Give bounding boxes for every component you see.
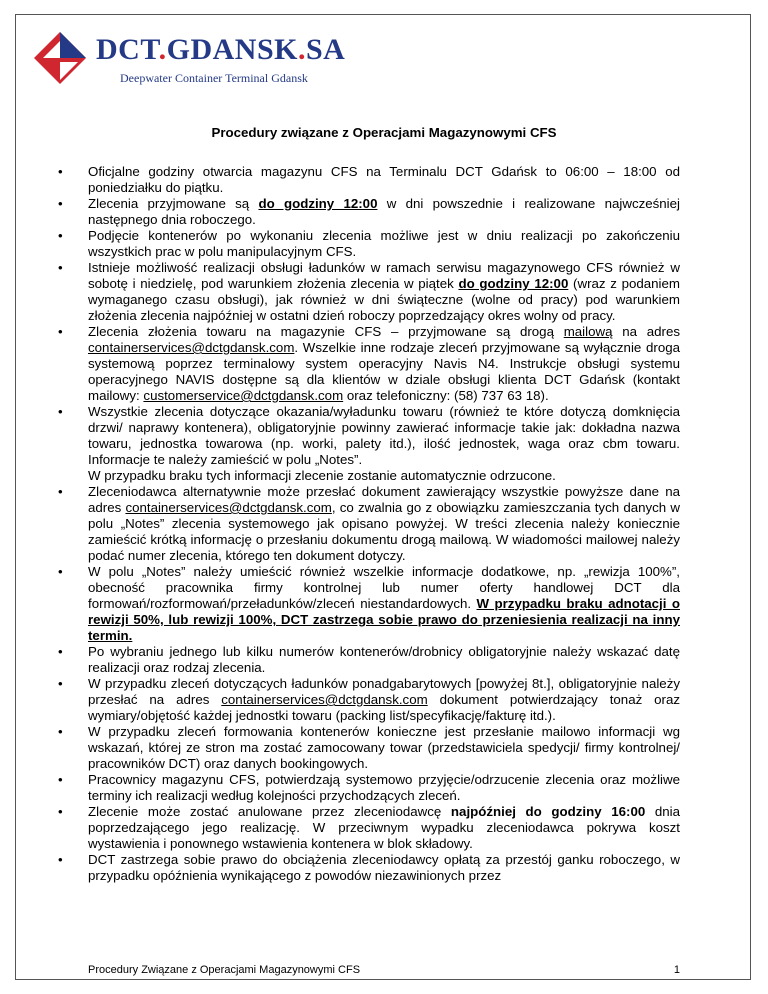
list-item-text: do godziny 12:00: [458, 276, 569, 291]
list-item-text: mailową: [563, 324, 613, 339]
list-item-text: oraz telefoniczny: (58) 737 63 18).: [343, 388, 549, 403]
logo-company-name: DCT.GDANSK.SA: [96, 33, 346, 66]
company-logo: [34, 32, 364, 85]
list-item: [88, 404, 680, 484]
list-item-text: containerservices@dctgdansk.com: [125, 500, 332, 515]
document-title: Procedury związane z Operacjami Magazynowymi CFS: [211, 125, 557, 140]
list-item: [88, 772, 680, 804]
list-item-text: Istnieje możliwość realizacji obsługi ładunków w ramach serwisu magazynowego CFS również w sobotę i niedzielę, pod warunkiem złożenia zlecenia w piątek: [88, 260, 680, 291]
list-item-text: W przypadku zleceń formowania kontenerów konieczne jest przesłanie mailowo informacji wg wskazań, której ze stron ma zostać zamocowany towar (przedstawiciela spedycji/ firmy kontrolnej/ pracowników DCT) oraz danych bookingowych.: [88, 724, 680, 771]
list-item-text: Zlecenia przyjmowane są: [88, 196, 259, 211]
list-item: [88, 484, 680, 564]
list-item-text: Zlecenie może zostać anulowane przez zleceniodawcę: [88, 804, 451, 819]
logo-mark-icon: [34, 32, 86, 84]
list-item-text: Podjęcie kontenerów po wykonaniu zlecenia możliwe jest w dniu realizacji po zakończeniu wszystkich prac w polu manipulacyjnym CFS.: [88, 228, 680, 259]
list-item: [88, 164, 680, 196]
list-item-text: , co zwalnia go z obowiązku zamieszczania tych danych w polu „Notes” zlecenia systemowego jak opisano powyżej. W treści zlecenia należy koniecznie zamieścić krótką informację o przesłaniu dokumentu drogą mailową. W wiadomości mailowej należy podać numer zlecenia, którego ten dokument dotyczy.: [88, 500, 680, 563]
list-item-text: W polu „Notes” należy umieścić również wszelkie informacje dodatkowe, np. „rewizja 100%”, obecność pracownika firmy kontrolnej lub numer oferty handlowej DCT dla formowań/rozformowań/przeładunków/zleceń niestandardowych.: [88, 564, 680, 611]
page-footer: [88, 964, 680, 976]
list-item-text: W przypadku braku tych informacji zlecenie zostanie automatycznie odrzucone.: [88, 468, 556, 483]
list-item-text: Zlecenia złożenia towaru na magazynie CFS – przyjmowane są drogą: [88, 324, 564, 339]
list-item-text: najpóźniej do godziny 16:00: [450, 804, 646, 819]
list-item: [88, 324, 680, 404]
list-item-text: W przypadku zleceń dotyczących ładunków ponadgabarytowych [powyżej 8t.], obligatoryjnie należy przesłać na adres: [88, 676, 680, 707]
list-item: [88, 852, 680, 884]
list-item-text: . Wszelkie inne rodzaje zleceń przyjmowane są wyłącznie droga systemową poprzez terminalowy system operacyjny Navis N4. Instrukcje obsługi systemu operacyjnego NAVIS dostępne są dla klientów w dziale obsługi klienta DCT Gdańsk (kontakt mailowy:: [88, 340, 680, 403]
list-item-text: containerservices@dctgdansk.com: [88, 340, 295, 355]
list-item-text: Oficjalne godziny otwarcia magazynu CFS na Terminalu DCT Gdańsk to 06:00 – 18:00 od poniedziałku do piątku.: [88, 164, 680, 195]
list-item-text: do godziny 12:00: [258, 196, 378, 211]
list-item-text: w dni powszednie i realizowane najwcześniej następnego dnia roboczego.: [88, 196, 680, 227]
list-item-text: DCT zastrzega sobie prawo do obciążenia zleceniodawcy opłatą za przestój ganku roboczego, w przypadku opóźnienia wynikającego z powodów niezawinionych przez: [88, 852, 680, 883]
list-item-text: containerservices@dctgdansk.com: [221, 692, 428, 707]
list-item-text: Wszystkie zlecenia dotyczące okazania/wyładunku towaru (również te które dotyczą domknięcia drzwi/ naprawy kontenera), obligatoryjnie powinny zawierać informacje takie jak: dokładna nazwa towaru, jednostka towarowa (np. worki, palety itd.), ilość jednostek, waga oraz cbm towaru. Informacje te należy zamieścić w polu „Notes”.: [88, 404, 680, 467]
list-item-text: Po wybraniu jednego lub kilku numerów kontenerów/drobnicy obligatoryjnie należy wskazać datę realizacji oraz rodzaj zlecenia.: [88, 644, 680, 675]
footer-text: Procedury Związane z Operacjami Magazynowymi CFS: [88, 964, 361, 976]
list-item: [88, 676, 680, 724]
list-item-text: Pracownicy magazynu CFS, potwierdzają systemowo przyjęcie/odrzucenie zlecenia oraz możliwe terminy ich realizacji według kolejności przychodzących zleceń.: [88, 772, 680, 803]
list-item-text: na adres: [612, 324, 680, 339]
list-item-text: dnia poprzedzającego jego realizację. W przeciwnym wypadku zleceniodawca pokrywa koszt wystawienia i ponownego wstawienia kontenera w blok składowy.: [88, 804, 680, 851]
list-item: [88, 804, 680, 852]
list-item-text: W przypadku braku adnotacji o rewizji 50%, lub rewizji 100%, DCT zastrzega sobie prawo do przeniesienia realizacji na inny termin.: [88, 596, 680, 643]
page-number: 1: [673, 964, 680, 976]
list-item: [88, 564, 680, 644]
list-item: [88, 228, 680, 260]
list-item-text: dokument potwierdzający tonaż oraz wymiary/objętość każdej jednostki towaru (packing list/specyfikację/fakturę itd.).: [88, 692, 680, 723]
list-item: [88, 644, 680, 676]
list-item: [88, 196, 680, 228]
logo-subtitle: Deepwater Container Terminal Gdansk: [120, 71, 308, 85]
list-item-text: (wraz z podaniem wymaganego czasu obsługi), jak również w dni świąteczne (wolne od pracy) pod warunkiem złożenia zlecenia najpóźniej w ostatni dzień roboczy poprzedzający okres wolny od pracy.: [88, 276, 680, 323]
list-item-text: customerservice@dctgdansk.com: [143, 388, 344, 403]
list-item-text: Zleceniodawca alternatywnie może przesłać dokument zawierający wszystkie powyższe dane na adres: [88, 484, 680, 515]
list-item: [88, 724, 680, 772]
procedure-list: [88, 164, 680, 884]
list-item: [88, 260, 680, 324]
